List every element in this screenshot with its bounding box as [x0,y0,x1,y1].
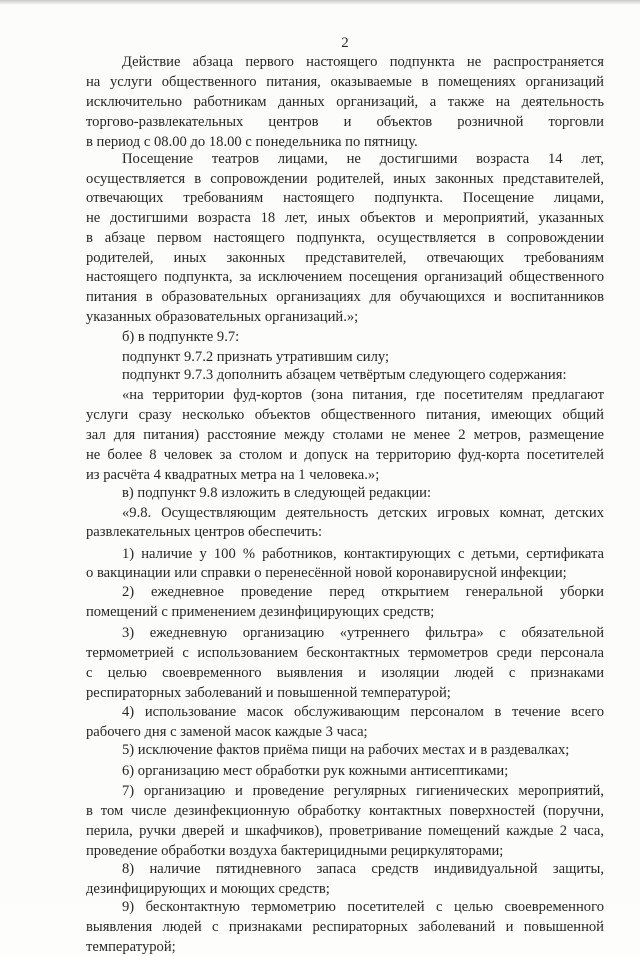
paragraph-line: отвечающих требованиям настоящего подпункта. Посещение лицами, [86,190,604,206]
paragraph-first-line: подпункт 9.7.3 дополнить абзацем четвёртым следующего содержания: [122,367,567,383]
paragraph-first-line: подпункт 9.7.2 признать утратившим силу; [122,349,390,365]
paragraph-first-line: 2) ежедневное проведение перед открытием генеральной уборки [122,584,604,600]
paragraph-first-line: 6) организацию мест обработки рук кожными антисептиками; [122,763,509,779]
paragraph-line: не достигшими возраста 18 лет, иных объектов и мероприятий, указанных [86,210,604,226]
paragraph-line: из расчёта 4 квадратных метра на 1 человека.»; [86,467,380,483]
paragraph-first-line: «9.8. Осуществляющим деятельность детских игровых комнат, детских [122,505,604,521]
paragraph-first-line: 7) организацию и проведение регулярных гигиенических мероприятий, [122,783,604,799]
paragraph-line: респираторных заболеваний и повышенной температурой; [86,685,451,701]
paragraph-first-line: 1) наличие у 100 % работников, контактирующих с детьми, сертификата [122,546,604,562]
paragraph-line: зал для питания) расстояние между столами не менее 2 метров, размещение [86,427,604,443]
paragraph-line: питания в образовательных организациях для обучающихся и воспитанников [86,289,604,305]
paragraph-line: в том числе дезинфекционную обработку контактных поверхностей (поручни, [86,803,604,819]
paragraph-line: проведение обработки воздуха бактерицидными рециркуляторами; [86,843,504,859]
paragraph-first-line: 5) исключение фактов приёма пищи на рабочих местах и в раздевалках; [122,742,570,758]
paragraph-first-line: в) подпункт 9.8 изложить в следующей редакции: [122,485,432,501]
paragraph-line: услуги сразу несколько объектов общественного питания, имеющих общий [86,407,604,423]
paragraph-first-line: 3) ежедневную организацию «утреннего фильтра» с обязательной [122,625,604,641]
paragraph-line: с целью своевременного выявления и изоляции людей с признаками [86,665,604,681]
paragraph-line: о вакцинации или справки о перенесённой новой коронавирусной инфекции; [86,565,567,581]
paragraph-first-line: 4) использование масок обслуживающим персоналом в течение всего [122,704,604,720]
paragraph-line: выявления людей с признаками респираторных заболеваний и повышенной [86,919,604,935]
paragraph-line: родителей, иных законных представителей, отвечающих требованиям [86,250,604,266]
paragraph-line: настоящего подпункта, за исключением посещения организаций общественного [86,269,604,285]
paragraph-first-line: б) в подпункте 9.7: [122,329,240,345]
paragraph-first-line: Посещение театров лицами, не достигшими возраста 14 лет, [122,151,604,167]
paragraph-line: в абзаце первом настоящего подпункта, осуществляется в сопровождении [86,230,604,246]
paragraph-line: на услуги общественного питания, оказываемые в помещениях организаций [86,74,604,90]
paragraph-first-line: Действие абзаца первого настоящего подпункта не распространяется [122,54,604,70]
paragraph-line: температурой; [86,939,176,955]
page-number: 2 [341,35,349,51]
paragraph-line: развлекательных центров обеспечить: [86,524,323,540]
paragraph-first-line: 9) бесконтактную термометрию посетителей с целью своевременного [122,899,604,915]
paragraph-line: исключительно работникам данных организаций, а также на деятельность [86,94,604,110]
paragraph-first-line: 8) наличие пятидневного запаса средств индивидуальной защиты, [122,861,604,877]
paragraph-line: рабочего дня с заменой масок каждые 3 часа; [86,724,368,740]
paragraph-line: дезинфицирующих и моющих средств; [86,881,330,897]
paragraph-line: не более 8 человек за столом и допуск на территорию фуд-корта посетителей [86,447,604,463]
paragraph-line: помещений с применением дезинфицирующих средств; [86,604,435,620]
paragraph-line: указанных образовательных организаций.»; [86,309,359,325]
scan-top-edge [0,0,640,5]
paragraph-line: торгово-развлекательных центров и объектов розничной торговли [86,114,604,130]
paragraph-line: термометрией с использованием бесконтактных термометров среди персонала [86,645,604,661]
paragraph-line: перила, ручки дверей и шкафчиков), проветривание помещений каждые 2 часа, [86,823,604,839]
paragraph-first-line: «на территории фуд-кортов (зона питания, где посетителям предлагают [122,387,604,403]
paragraph-line: осуществляется в сопровождении родителей, иных законных представителей, [86,171,604,187]
paragraph-line: в период с 08.00 до 18.00 с понедельника по пятницу. [86,134,418,150]
